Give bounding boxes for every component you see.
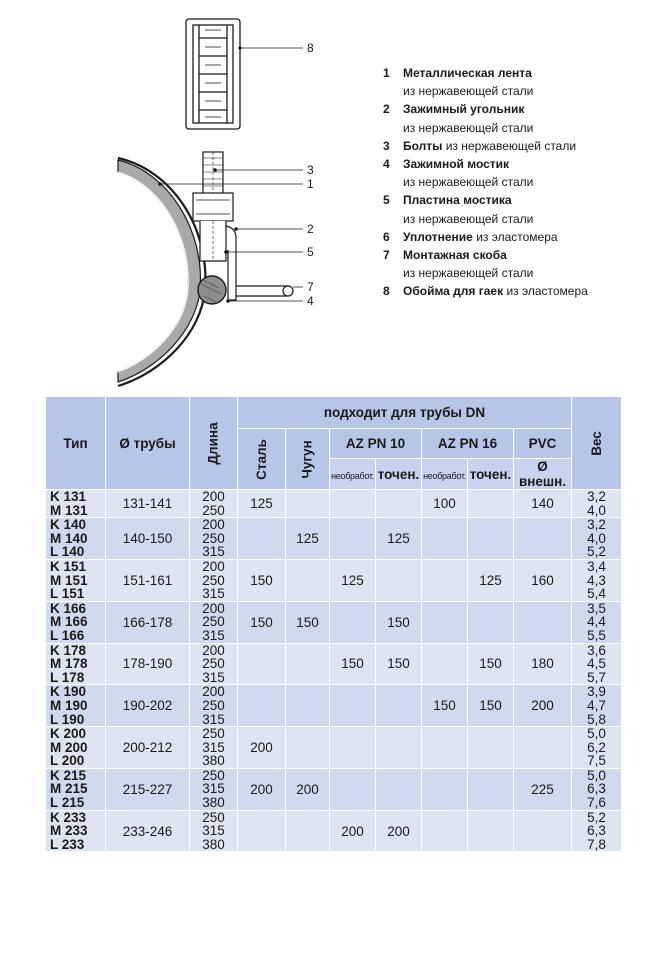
callout-3: 3 [307,163,314,177]
weight-cell: 3,2 4,0 [572,490,622,518]
weight-cell: 5,0 6,3 7,6 [572,768,622,810]
steel-cell [238,810,286,852]
az10t-cell: 150 [376,643,422,685]
iron-cell [286,490,330,518]
legend-title: Пластина мостика [403,193,512,208]
az16t-cell: 150 [468,643,514,685]
az10t-cell [376,559,422,601]
table-row [46,643,622,685]
legend-desc: из эластомера [503,284,588,299]
table-row [46,601,622,643]
legend-title: Уплотнение [403,229,473,244]
legend-item [383,246,588,264]
az16t-cell [468,518,514,560]
spec-table [45,396,622,852]
length-cell: 200 250 315 [190,685,238,727]
header-pvc: PVC [514,429,572,459]
steel-cell [238,518,286,560]
iron-cell [286,810,330,852]
az10t-cell: 150 [376,601,422,643]
pipe-cell: 200-212 [106,727,190,769]
legend-material: из нержавеющей стали [403,175,534,190]
header-length: Длина [190,397,238,490]
weight-cell: 3,9 4,7 5,8 [572,685,622,727]
legend-title: Обойма для гаек [403,284,504,299]
weight-cell: 3,2 4,0 5,2 [572,518,622,560]
az10r-cell [330,685,376,727]
table-row [46,518,622,560]
legend-material: из нержавеющей стали [403,84,534,99]
header-pvc-outer: Ø внешн. [514,459,572,490]
header-pipe-diameter: Ø трубы [106,397,190,490]
az16t-cell [468,601,514,643]
callout-7: 7 [307,280,314,294]
pvc-cell: 140 [514,490,572,518]
legend-number: 8 [383,284,390,299]
table-row [46,810,622,852]
steel-cell: 125 [238,490,286,518]
type-cell: K 233 M 233 L 233 [46,810,106,852]
az10t-cell [376,490,422,518]
az16t-cell [468,490,514,518]
legend-title: Монтажная скоба [403,248,507,263]
header-az10-turned: точен. [376,459,422,490]
legend-number: 2 [383,102,390,117]
legend-number: 7 [383,248,390,263]
pipe-cell: 178-190 [106,643,190,685]
pipe-cell: 151-161 [106,559,190,601]
pvc-cell [514,727,572,769]
pvc-cell: 180 [514,643,572,685]
az16r-cell [422,768,468,810]
type-cell: K 200 M 200 L 200 [46,727,106,769]
az10t-cell [376,727,422,769]
pipe-cell: 166-178 [106,601,190,643]
iron-cell [286,685,330,727]
legend-material: из нержавеющей стали [403,211,534,226]
pipe-cell: 215-227 [106,768,190,810]
callout-1: 1 [307,177,314,191]
iron-cell: 150 [286,601,330,643]
az10t-cell: 200 [376,810,422,852]
header-az16-turned: точен. [468,459,514,490]
nut-cage-drawing [186,19,240,129]
type-cell: K 151 M 151 L 151 [46,559,106,601]
iron-cell: 200 [286,768,330,810]
length-cell: 250 315 380 [190,727,238,769]
iron-cell [286,559,330,601]
legend-item [383,100,588,118]
legend-material: из нержавеющей стали [403,120,534,135]
legend-item [383,137,588,155]
az10r-cell [330,601,376,643]
callout-5: 5 [307,245,314,259]
legend-number: 5 [383,193,390,208]
az10r-cell: 200 [330,810,376,852]
legend-item [383,191,588,209]
table-row [46,727,622,769]
pipe-wall-drawing [118,158,205,386]
az10t-cell [376,768,422,810]
length-cell: 200 250 315 [190,601,238,643]
steel-cell [238,685,286,727]
az16t-cell: 150 [468,685,514,727]
callout-4: 4 [307,294,314,308]
header-fits-dn: подходит для трубы DN [238,397,572,429]
pipe-cell: 140-150 [106,518,190,560]
az10r-cell [330,727,376,769]
header-weight: Вес [572,397,622,490]
az16r-cell [422,601,468,643]
length-cell: 200 250 315 [190,643,238,685]
callout-8: 8 [307,41,314,55]
legend-item [383,64,588,82]
legend-number: 1 [383,66,390,80]
pvc-cell [514,810,572,852]
legend-item [383,155,588,173]
az16r-cell [422,727,468,769]
iron-cell: 125 [286,518,330,560]
weight-cell: 3,6 4,5 5,7 [572,643,622,685]
pipe-cell: 190-202 [106,685,190,727]
callout-2: 2 [307,222,314,236]
az16r-cell [422,643,468,685]
legend-title: Болты [403,138,443,153]
header-type: Тип [46,397,106,490]
pvc-cell: 200 [514,685,572,727]
az10t-cell: 125 [376,518,422,560]
legend-item [383,282,588,300]
steel-cell: 150 [238,559,286,601]
length-cell: 200 250 315 [190,518,238,560]
steel-cell [238,643,286,685]
steel-cell: 200 [238,768,286,810]
az16t-cell [468,810,514,852]
az10t-cell [376,685,422,727]
header-az-pn10: AZ PN 10 [330,429,422,459]
az16r-cell [422,559,468,601]
length-cell: 250 315 380 [190,810,238,852]
header-steel: Сталь [238,429,286,490]
az16r-cell: 100 [422,490,468,518]
type-cell: K 140 M 140 L 140 [46,518,106,560]
length-cell: 200 250 315 [190,559,238,601]
az16t-cell [468,727,514,769]
az10r-cell [330,518,376,560]
legend-item [383,228,588,246]
iron-cell [286,727,330,769]
pvc-cell: 160 [514,559,572,601]
steel-cell: 200 [238,727,286,769]
az16r-cell [422,518,468,560]
type-cell: K 131 M 131 [46,490,106,518]
legend-title: Зажимный угольник [403,102,525,117]
table-row [46,685,622,727]
length-cell: 250 315 380 [190,768,238,810]
legend-desc: из эластомера [472,229,558,244]
az10r-cell: 150 [330,643,376,685]
az16t-cell [468,768,514,810]
type-cell: K 190 M 190 L 190 [46,685,106,727]
pvc-cell: 225 [514,768,572,810]
az10r-cell [330,768,376,810]
az10r-cell [330,490,376,518]
weight-cell: 3,4 4,3 5,4 [572,559,622,601]
legend-material: из нержавеющей стали [403,266,534,281]
type-cell: K 178 M 178 L 178 [46,643,106,685]
table-row [46,559,622,601]
az10r-cell: 125 [330,559,376,601]
az16t-cell: 125 [468,559,514,601]
weight-cell: 5,2 6,3 7,8 [572,810,622,852]
weight-cell: 5,0 6,2 7,5 [572,727,622,769]
legend-desc: из нержавеющей стали [442,138,577,153]
pvc-cell [514,518,572,560]
header-az-pn16: AZ PN 16 [422,429,514,459]
length-cell: 200 250 [190,490,238,518]
legend-number: 4 [383,157,390,172]
type-cell: K 215 M 215 L 215 [46,768,106,810]
legend-title: Зажимной мостик [403,157,510,172]
header-az10-raw: необработ. [331,470,374,481]
table-row [46,768,622,810]
parts-legend [383,64,588,301]
az16r-cell [422,810,468,852]
legend-title: Металлическая лента [403,66,532,80]
table-row [46,490,622,518]
header-az16-raw: необработ. [423,470,466,481]
az16r-cell: 150 [422,685,468,727]
header-iron: Чугун [286,429,330,490]
pvc-cell [514,601,572,643]
weight-cell: 3,5 4,4 5,5 [572,601,622,643]
legend-number: 3 [383,138,390,153]
iron-cell [286,643,330,685]
type-cell: K 166 M 166 L 166 [46,601,106,643]
pipe-cell: 233-246 [106,810,190,852]
legend-number: 6 [383,229,390,244]
steel-cell: 150 [238,601,286,643]
pipe-cell: 131-141 [106,490,190,518]
